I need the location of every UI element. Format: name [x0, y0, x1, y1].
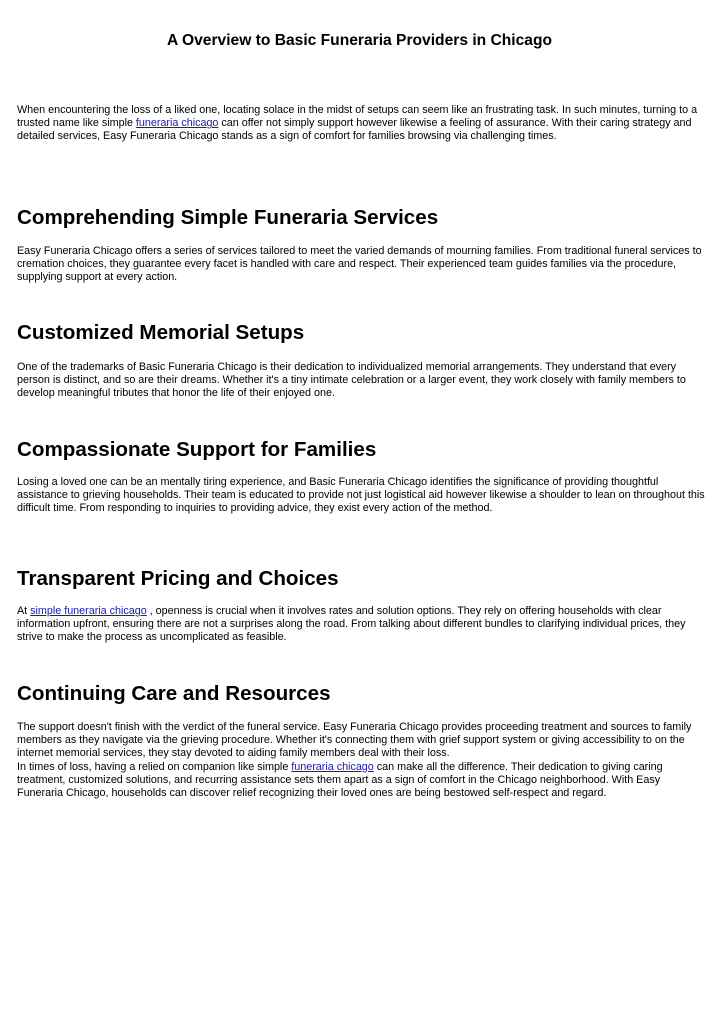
section-paragraph-support: Losing a loved one can be an mentally tiring experience, and Basic Funeraria Chicago identifies the significance of providing thoughtful assistance to grieving households. Their team is educated to provide not just logistical aid however likewise a shoulder to lean on throughout this difficult time. From responding to inquiries to providing advice, they exist every action of the method. — [17, 476, 705, 515]
section-paragraph-memorial: One of the trademarks of Basic Funeraria Chicago is their dedication to individualized memorial arrangements. They understand that every person is distinct, and so are their dreams. Whether it's a tiny intimate celebration or a larger event, they work closely with family members to develop meaningful tributes that honor the life of their enjoyed one. — [17, 361, 686, 400]
intro-text-before: When encountering the loss of a liked one, locating solace in the midst of setups can seem like an frustrating task. In such minutes, turning to a trusted name like simple — [17, 104, 698, 130]
care-text: The support doesn't finish with the verdict of the funeral service. Easy Funeraria Chicago provides proceeding treatment and sources to family members as they navigate via the grieving procedure. Whether it's connecting them with grief support system or giving accessibility to on the internet memorial services, they stay devoted to aiding family members deal with their loss. — [17, 721, 692, 760]
intro-paragraph — [17, 104, 707, 144]
section-paragraph-care — [17, 721, 707, 800]
section-heading-pricing: Transparent Pricing and Choices — [17, 567, 339, 590]
section-heading-care: Continuing Care and Resources — [17, 682, 331, 705]
funeraria-chicago-link-2[interactable]: funeraria chicago — [291, 760, 374, 773]
section-paragraph-pricing — [17, 605, 707, 645]
pricing-text-after: , openness is crucial when it involves rates and solution options. They rely on offering households with clear information upfront, ensuring there are not a surprises along the road. From talking about different bundles to clarifying individual prices, they strive to make the process as uncomplicated as feasible. — [17, 605, 686, 644]
closing-text-after: can make all the difference. Their dedication to giving caring treatment, customized solutions, and recurring assistance sets them apart as a sign of comfort in the Chicago neighborhood. With Easy Funeraria Chicago, households can discover relief recognizing their loved ones are being bestowed self-respect and regard. — [17, 760, 663, 800]
closing-text-before: In times of loss, having a relied on companion like simple — [17, 760, 292, 773]
section-heading-support: Compassionate Support for Families — [17, 438, 377, 461]
section-heading-services: Comprehending Simple Funeraria Services — [17, 206, 439, 229]
funeraria-chicago-link[interactable]: funeraria chicago — [135, 117, 219, 130]
pricing-text-before: At — [17, 605, 31, 617]
intro-text-after: can offer not simply support however likewise a feeling of assurance. With their caring strategy and detailed services, Easy Funeraria Chicago stands as a sign of comfort for families browsing via challenging times. — [17, 117, 692, 143]
section-heading-memorial: Customized Memorial Setups — [17, 321, 305, 344]
page-title: A Overview to Basic Funeraria Providers in Chicago — [166, 32, 553, 49]
simple-funeraria-chicago-link[interactable]: simple funeraria chicago — [30, 605, 147, 617]
section-paragraph-services: Easy Funeraria Chicago offers a series of services tailored to meet the varied demands of mourning families. From traditional funeral services to cremation choices, they guarantee every facet is handled with care and respect. Their experienced team guides families via the procedure, supplying support at every action. — [17, 245, 702, 284]
